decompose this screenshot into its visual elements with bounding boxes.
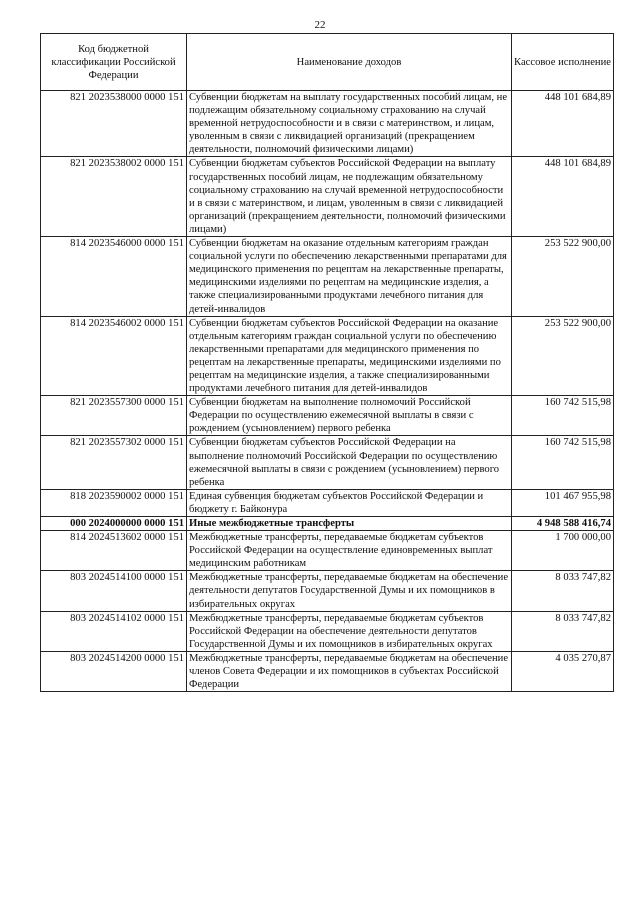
table-row [41, 316, 614, 396]
row-amount: 8 033 747,82 [512, 571, 614, 611]
row-amount: 253 522 900,00 [512, 237, 614, 317]
table-row [41, 611, 614, 651]
table-row [41, 436, 614, 489]
row-name: Межбюджетные трансферты, передаваемые бюджетам на обеспечение членов Совета Федерации и их помощников в субъектах Российской Федерации [187, 651, 512, 691]
header-name: Наименование доходов [187, 34, 512, 91]
revenue-table [40, 33, 614, 692]
row-name: Единая субвенция бюджетам субъектов Российской Федерации и бюджету г. Байконура [187, 489, 512, 516]
row-amount: 8 033 747,82 [512, 611, 614, 651]
header-code: Код бюджетной классификации Российской Федерации [41, 34, 187, 91]
row-code: 814 2023546000 0000 151 [41, 237, 187, 317]
table-row [41, 531, 614, 571]
row-code: 821 2023557300 0000 151 [41, 396, 187, 436]
row-code: 803 2024514102 0000 151 [41, 611, 187, 651]
row-name: Межбюджетные трансферты, передаваемые бюджетам субъектов Российской Федерации на обеспечение деятельности депутатов Государственной Думы и их помощников в избирательных округах [187, 611, 512, 651]
row-code: 821 2023557302 0000 151 [41, 436, 187, 489]
row-amount: 253 522 900,00 [512, 316, 614, 396]
table-body [41, 91, 614, 692]
row-code: 803 2024514100 0000 151 [41, 571, 187, 611]
row-code: 814 2023546002 0000 151 [41, 316, 187, 396]
table-row [41, 489, 614, 516]
row-name: Межбюджетные трансферты, передаваемые бюджетам на обеспечение деятельности депутатов Государственной Думы и их помощников в избирательных округах [187, 571, 512, 611]
row-amount: 448 101 684,89 [512, 157, 614, 237]
row-amount: 4 035 270,87 [512, 651, 614, 691]
page-number: 22 [314, 19, 326, 31]
table-row [41, 651, 614, 691]
row-amount: 448 101 684,89 [512, 91, 614, 157]
row-name: Субвенции бюджетам на выполнение полномочий Российской Федерации по осуществлению ежемесячной выплаты в связи с рождением (усыновлением) первого ребенка [187, 396, 512, 436]
row-code: 803 2024514200 0000 151 [41, 651, 187, 691]
row-name: Субвенции бюджетам на выплату государственных пособий лицам, не подлежащим обязательному социальному страхованию на случай временной нетрудоспособности и в связи с материнством, и лицам, уволенным в связи с ликвидацией организаций (прекращением деятельности, полномочий физическими лицами) [187, 91, 512, 157]
row-amount: 1 700 000,00 [512, 531, 614, 571]
table-row [41, 396, 614, 436]
table-row [41, 571, 614, 611]
table-row [41, 157, 614, 237]
row-amount: 160 742 515,98 [512, 436, 614, 489]
table-header-row [41, 34, 614, 91]
row-name: Субвенции бюджетам субъектов Российской Федерации на выплату государственных пособий лицам, не подлежащим обязательному социальному страхованию на случай временной нетрудоспособности и в связи с материнством, и лицам, уволенным в связи с ликвидацией организаций (прекращением деятельности, полномочий физическими лицами) [187, 157, 512, 237]
row-name: Межбюджетные трансферты, передаваемые бюджетам субъектов Российской Федерации на осуществление единовременных выплат медицинским работникам [187, 531, 512, 571]
row-code: 821 2023538000 0000 151 [41, 91, 187, 157]
row-code: 818 2023590002 0000 151 [41, 489, 187, 516]
row-code: 821 2023538002 0000 151 [41, 157, 187, 237]
row-amount: 160 742 515,98 [512, 396, 614, 436]
table-row [41, 237, 614, 317]
table-row [41, 91, 614, 157]
row-name: Субвенции бюджетам субъектов Российской Федерации на оказание отдельным категориям граждан социальной услуги по обеспечению лекарственными препаратами для медицинского применения по рецептам на лекарственные препараты, медицинскими изделиями по рецептам на медицинские изделия, а также специализированными продуктами лечебного питания для детей-инвалидов [187, 316, 512, 396]
table-row [41, 517, 614, 531]
row-amount: 4 948 588 416,74 [512, 517, 614, 531]
row-name: Субвенции бюджетам на оказание отдельным категориям граждан социальной услуги по обеспечению лекарственными препаратами для медицинского применения по рецептам на лекарственные препараты, медицинскими изделиями по рецептам на медицинские изделия, а также специализированными продуктами лечебного питания для детей-инвалидов [187, 237, 512, 317]
row-amount: 101 467 955,98 [512, 489, 614, 516]
row-name: Иные межбюджетные трансферты [187, 517, 512, 531]
row-name: Субвенции бюджетам субъектов Российской Федерации на выполнение полномочий Российской Федерации по осуществлению ежемесячной выплаты в связи с рождением (усыновлением) первого ребенка [187, 436, 512, 489]
row-code: 814 2024513602 0000 151 [41, 531, 187, 571]
header-amount: Кассовое исполнение [512, 34, 614, 91]
row-code: 000 2024000000 0000 151 [41, 517, 187, 531]
